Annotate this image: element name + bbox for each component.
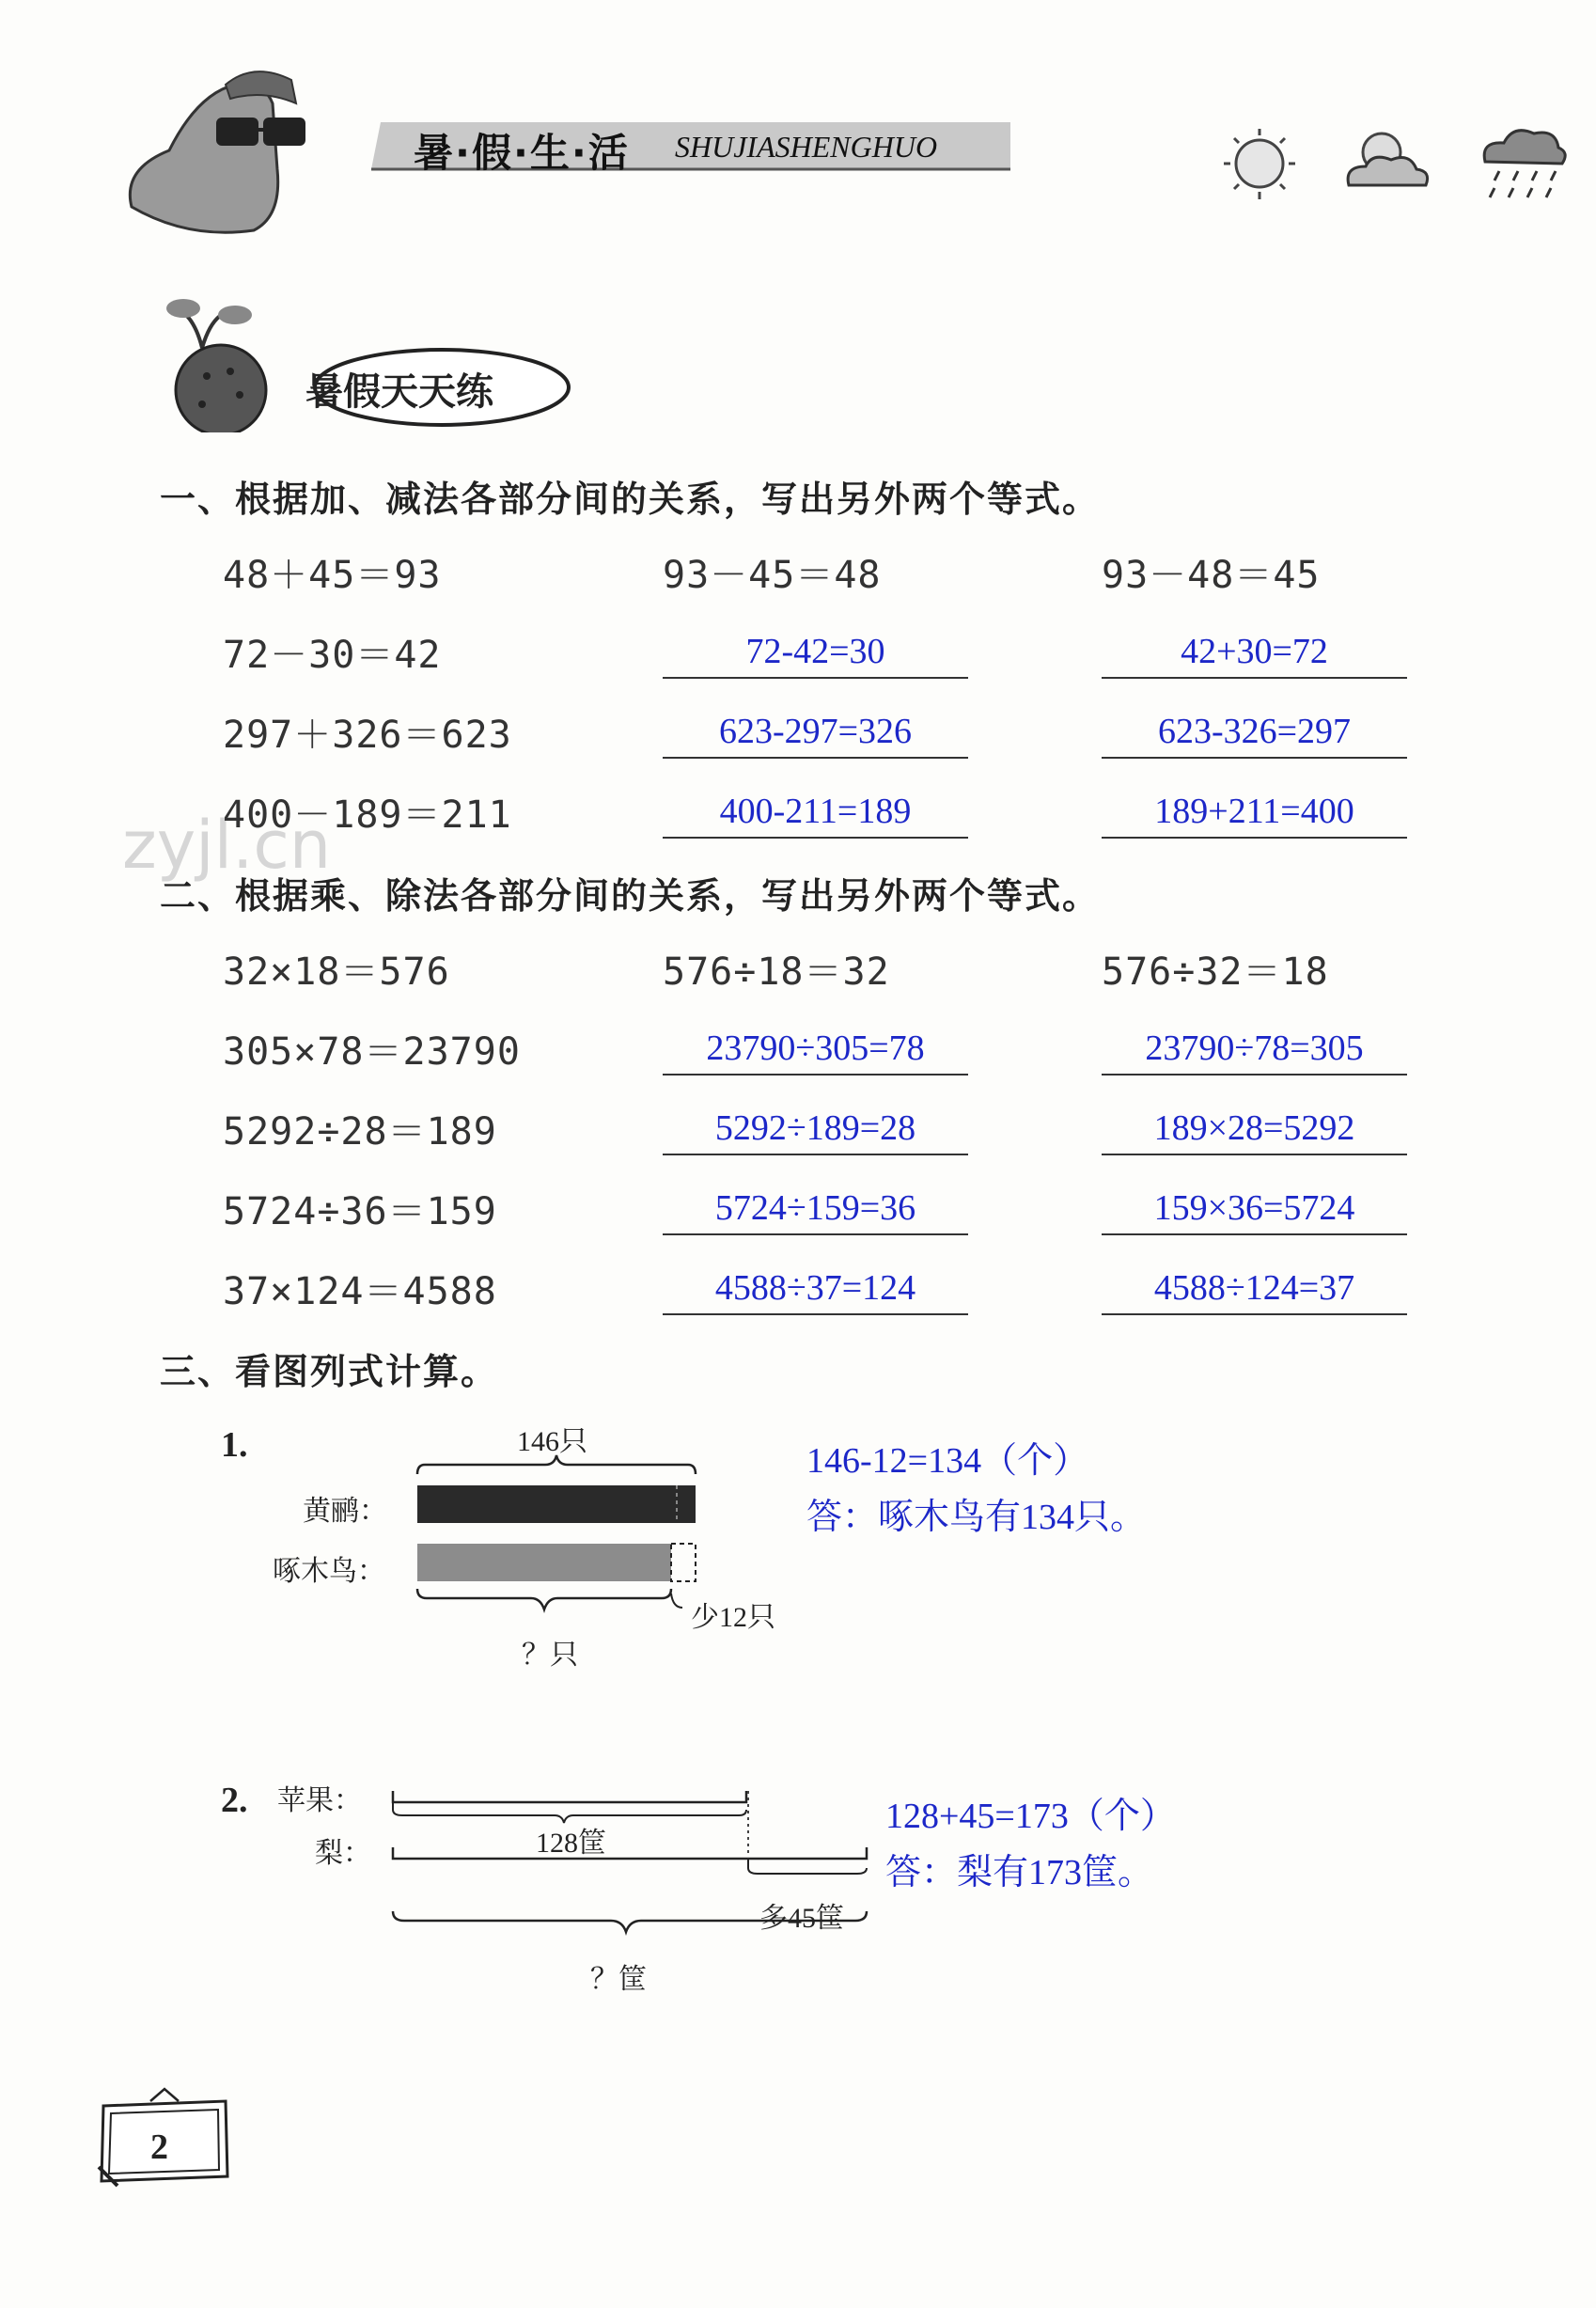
s2-equation: 576÷18＝32	[663, 950, 890, 994]
page-number: 2	[150, 2127, 168, 2167]
s1-answer: 623-297=326	[663, 708, 968, 759]
s1-answer: 72-42=30	[663, 628, 968, 679]
p1-answer-text: 答：啄木鸟有134只。	[806, 1498, 1147, 1537]
banana-mascot-illustration	[113, 66, 329, 244]
s1-given: 297＋326＝623	[223, 714, 512, 757]
s2-given: 37×124＝4588	[223, 1270, 497, 1313]
p1-row1-label: 黄鹂：	[303, 1496, 387, 1527]
p2-line-diagram	[376, 1782, 884, 1979]
sun-icon	[1213, 124, 1307, 204]
s2-given: 5724÷36＝159	[223, 1190, 497, 1233]
banner-title-cn: 暑·假·生·活	[414, 130, 630, 176]
p1-top-label: 146只	[517, 1426, 587, 1457]
s2-answer: 23790÷305=78	[663, 1025, 968, 1075]
s2-given: 32×18＝576	[223, 950, 450, 994]
p1-answer-equation: 146-12=134（个）	[806, 1441, 1089, 1481]
s2-answer: 5724÷159=36	[663, 1185, 968, 1235]
s1-answer: 42+30=72	[1102, 628, 1407, 679]
s1-given: 72－30＝42	[223, 634, 442, 677]
problem2-number: 2.	[221, 1781, 248, 1820]
section1-heading: 一、根据加、减法各部分间的关系，写出另外两个等式。	[160, 479, 1101, 520]
p2-bottom-label: ？筐	[590, 1964, 647, 1995]
s2-answer: 189×28=5292	[1102, 1105, 1407, 1155]
s2-answer: 5292÷189=28	[663, 1105, 968, 1155]
watermark: zyjl.cn	[122, 807, 332, 884]
p2-row2-label: 梨：	[315, 1838, 371, 1869]
section3-heading: 三、看图列式计算。	[160, 1351, 499, 1392]
badge-label: 暑假天天练	[305, 370, 493, 414]
s2-answer: 23790÷78=305	[1102, 1025, 1407, 1075]
p2-more-label: 多45筐	[759, 1903, 844, 1934]
s1-answer: 189+211=400	[1102, 788, 1407, 839]
rain-icon	[1476, 124, 1570, 204]
p2-row1-label: 苹果：	[277, 1785, 362, 1816]
p2-mid-label: 128筐	[536, 1828, 606, 1859]
p1-less-label: 少12只	[691, 1602, 775, 1633]
s2-answer: 4588÷37=124	[663, 1264, 968, 1315]
s1-equation: 93－45＝48	[663, 554, 882, 597]
s2-given: 5292÷28＝189	[223, 1110, 497, 1154]
s1-given: 400－189＝211	[223, 793, 512, 837]
problem1-number: 1.	[221, 1425, 248, 1465]
s1-answer: 400-211=189	[663, 788, 968, 839]
p1-row2-label: 啄木鸟：	[273, 1556, 385, 1587]
s2-answer: 159×36=5724	[1102, 1185, 1407, 1235]
p2-answer-text: 答：梨有173筐。	[885, 1853, 1154, 1892]
p1-bottom-label: ？只	[522, 1640, 578, 1671]
cloudy-icon	[1339, 124, 1433, 204]
s2-equation: 576÷32＝18	[1102, 950, 1329, 994]
banner-title-en: SHUJIASHENGHUO	[675, 130, 938, 164]
s2-answer: 4588÷124=37	[1102, 1264, 1407, 1315]
s1-equation: 93－48＝45	[1102, 554, 1321, 597]
s1-answer: 623-326=297	[1102, 708, 1407, 759]
s2-given: 305×78＝23790	[223, 1030, 521, 1074]
s1-given: 48＋45＝93	[223, 554, 442, 597]
section2-heading: 二、根据乘、除法各部分间的关系，写出另外两个等式。	[160, 875, 1101, 917]
p2-answer-equation: 128+45=173（个）	[885, 1797, 1176, 1836]
